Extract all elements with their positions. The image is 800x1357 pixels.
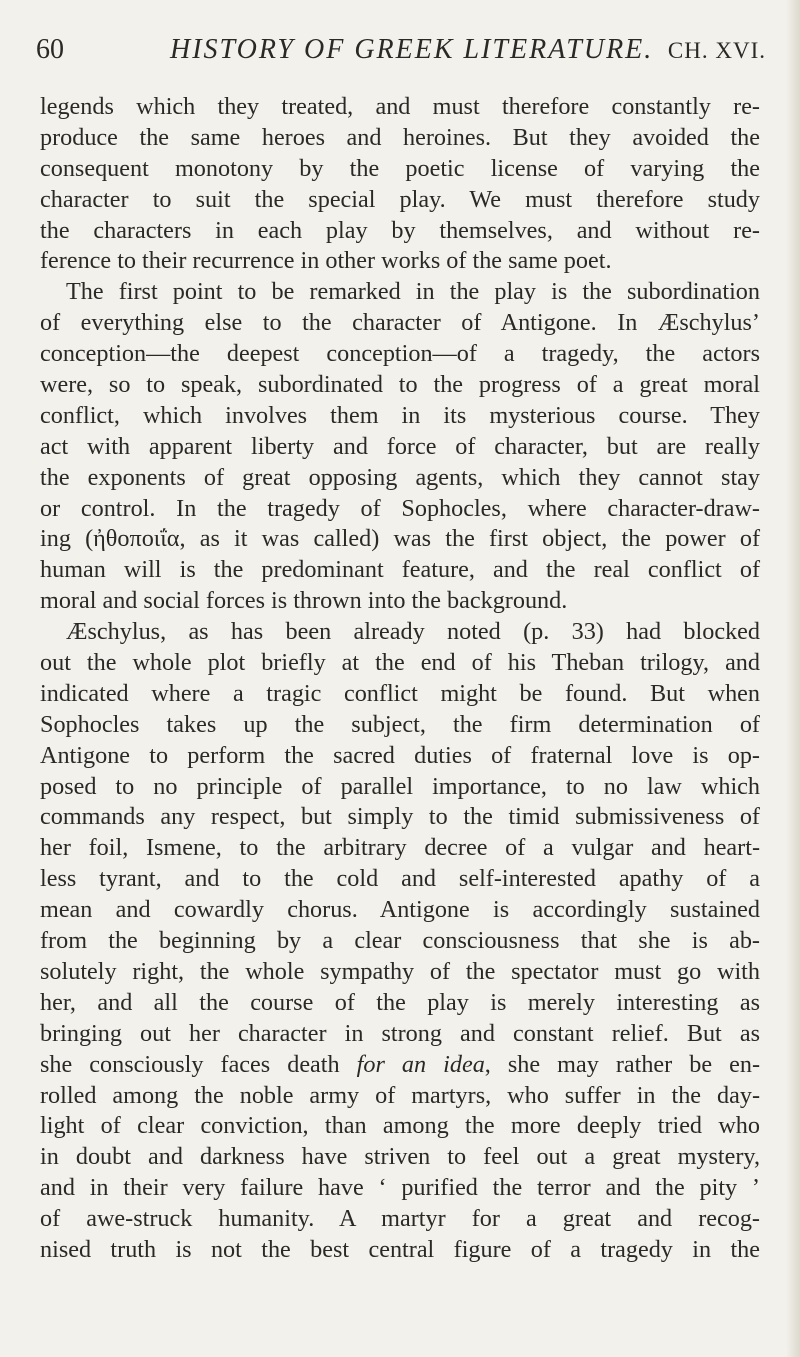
text-line: conception—the deepest conception—of a tragedy, the actors xyxy=(40,340,760,368)
text-line: bringing out her character in strong and constant relief. But as xyxy=(40,1019,760,1047)
text-line: the characters in each play by themselves, and without re- xyxy=(40,216,760,244)
text-line: the exponents of great opposing agents, which they cannot stay xyxy=(40,463,760,491)
text-segment: she consciously faces death xyxy=(40,1050,340,1078)
text-line: moral and social forces is thrown into the background. xyxy=(40,587,568,615)
text-line: mean and cowardly chorus. Antigone is accordingly sustained xyxy=(40,896,760,924)
page-edge-shadow xyxy=(786,0,800,1357)
text-line: posed to no principle of parallel importance, to no law which xyxy=(40,772,760,800)
text-line: Antigone to perform the sacred duties of fraternal love is op- xyxy=(40,741,760,769)
chapter-label: CH. XVI. xyxy=(667,38,766,63)
italic-phrase: for an idea xyxy=(356,1050,485,1078)
text-line: or control. In the tragedy of Sophocles, where character-draw- xyxy=(40,494,760,522)
running-title: HISTORY OF GREEK LITERATURE. xyxy=(170,34,654,65)
text-line: out the whole plot briefly at the end of his Theban trilogy, and xyxy=(40,649,760,677)
page-number: 60 xyxy=(36,34,64,65)
text-line: nised truth is not the best central figure of a tragedy in the xyxy=(40,1235,760,1263)
text-line: character to suit the special play. We must therefore study xyxy=(40,185,760,213)
text-line: human will is the predominant feature, and the real conflict of xyxy=(40,556,760,584)
text-line: The first point to be remarked in the play is the subordination xyxy=(66,278,760,306)
text-line: solutely right, the whole sympathy of the spectator must go with xyxy=(40,957,760,985)
page-header xyxy=(36,34,766,74)
text-line: Sophocles takes up the subject, the firm determination of xyxy=(40,710,760,738)
text-line: Æschylus, as has been already noted (p. 33) had blocked xyxy=(66,618,760,646)
text-line: produce the same heroes and heroines. But they avoided the xyxy=(40,123,760,151)
text-line: in doubt and darkness have striven to feel out a great mystery, xyxy=(40,1143,760,1171)
text-line: conflict, which involves them in its mysterious course. They xyxy=(40,401,760,429)
text-line: light of clear conviction, than among the more deeply tried who xyxy=(40,1112,760,1140)
text-line: her foil, Ismene, to the arbitrary decree of a vulgar and heart- xyxy=(40,834,760,862)
text-line: of awe-struck humanity. A martyr for a great and recog- xyxy=(40,1205,760,1233)
text-segment: , she may rather be en- xyxy=(484,1050,761,1078)
text-line: consequent monotony by the poetic license of varying the xyxy=(40,154,760,182)
text-line: rolled among the noble army of martyrs, who suffer in the day- xyxy=(40,1081,760,1109)
text-line: from the beginning by a clear consciousness that she is ab- xyxy=(40,927,760,955)
body-text xyxy=(40,92,760,1266)
text-line: ference to their recurrence in other works of the same poet. xyxy=(40,247,612,275)
text-line: and in their very failure have ‘ purified the terror and the pity ’ xyxy=(40,1174,760,1202)
text-line: legends which they treated, and must therefore constantly re- xyxy=(40,93,760,120)
text-line: of everything else to the character of Antigone. In Æschylus’ xyxy=(40,309,760,337)
text-line: act with apparent liberty and force of character, but are really xyxy=(40,432,760,460)
text-line-with-italic xyxy=(40,1050,760,1081)
text-line: less tyrant, and to the cold and self-interested apathy of a xyxy=(40,865,760,893)
text-line: her, and all the course of the play is merely interesting as xyxy=(40,988,760,1016)
text-line: ing (ἠθοποιΐα, as it was called) was the first object, the power of xyxy=(40,525,760,553)
text-line: commands any respect, but simply to the timid submissiveness of xyxy=(40,803,760,831)
text-line: were, so to speak, subordinated to the progress of a great moral xyxy=(40,371,760,399)
text-line: indicated where a tragic conflict might be found. But when xyxy=(40,679,760,707)
